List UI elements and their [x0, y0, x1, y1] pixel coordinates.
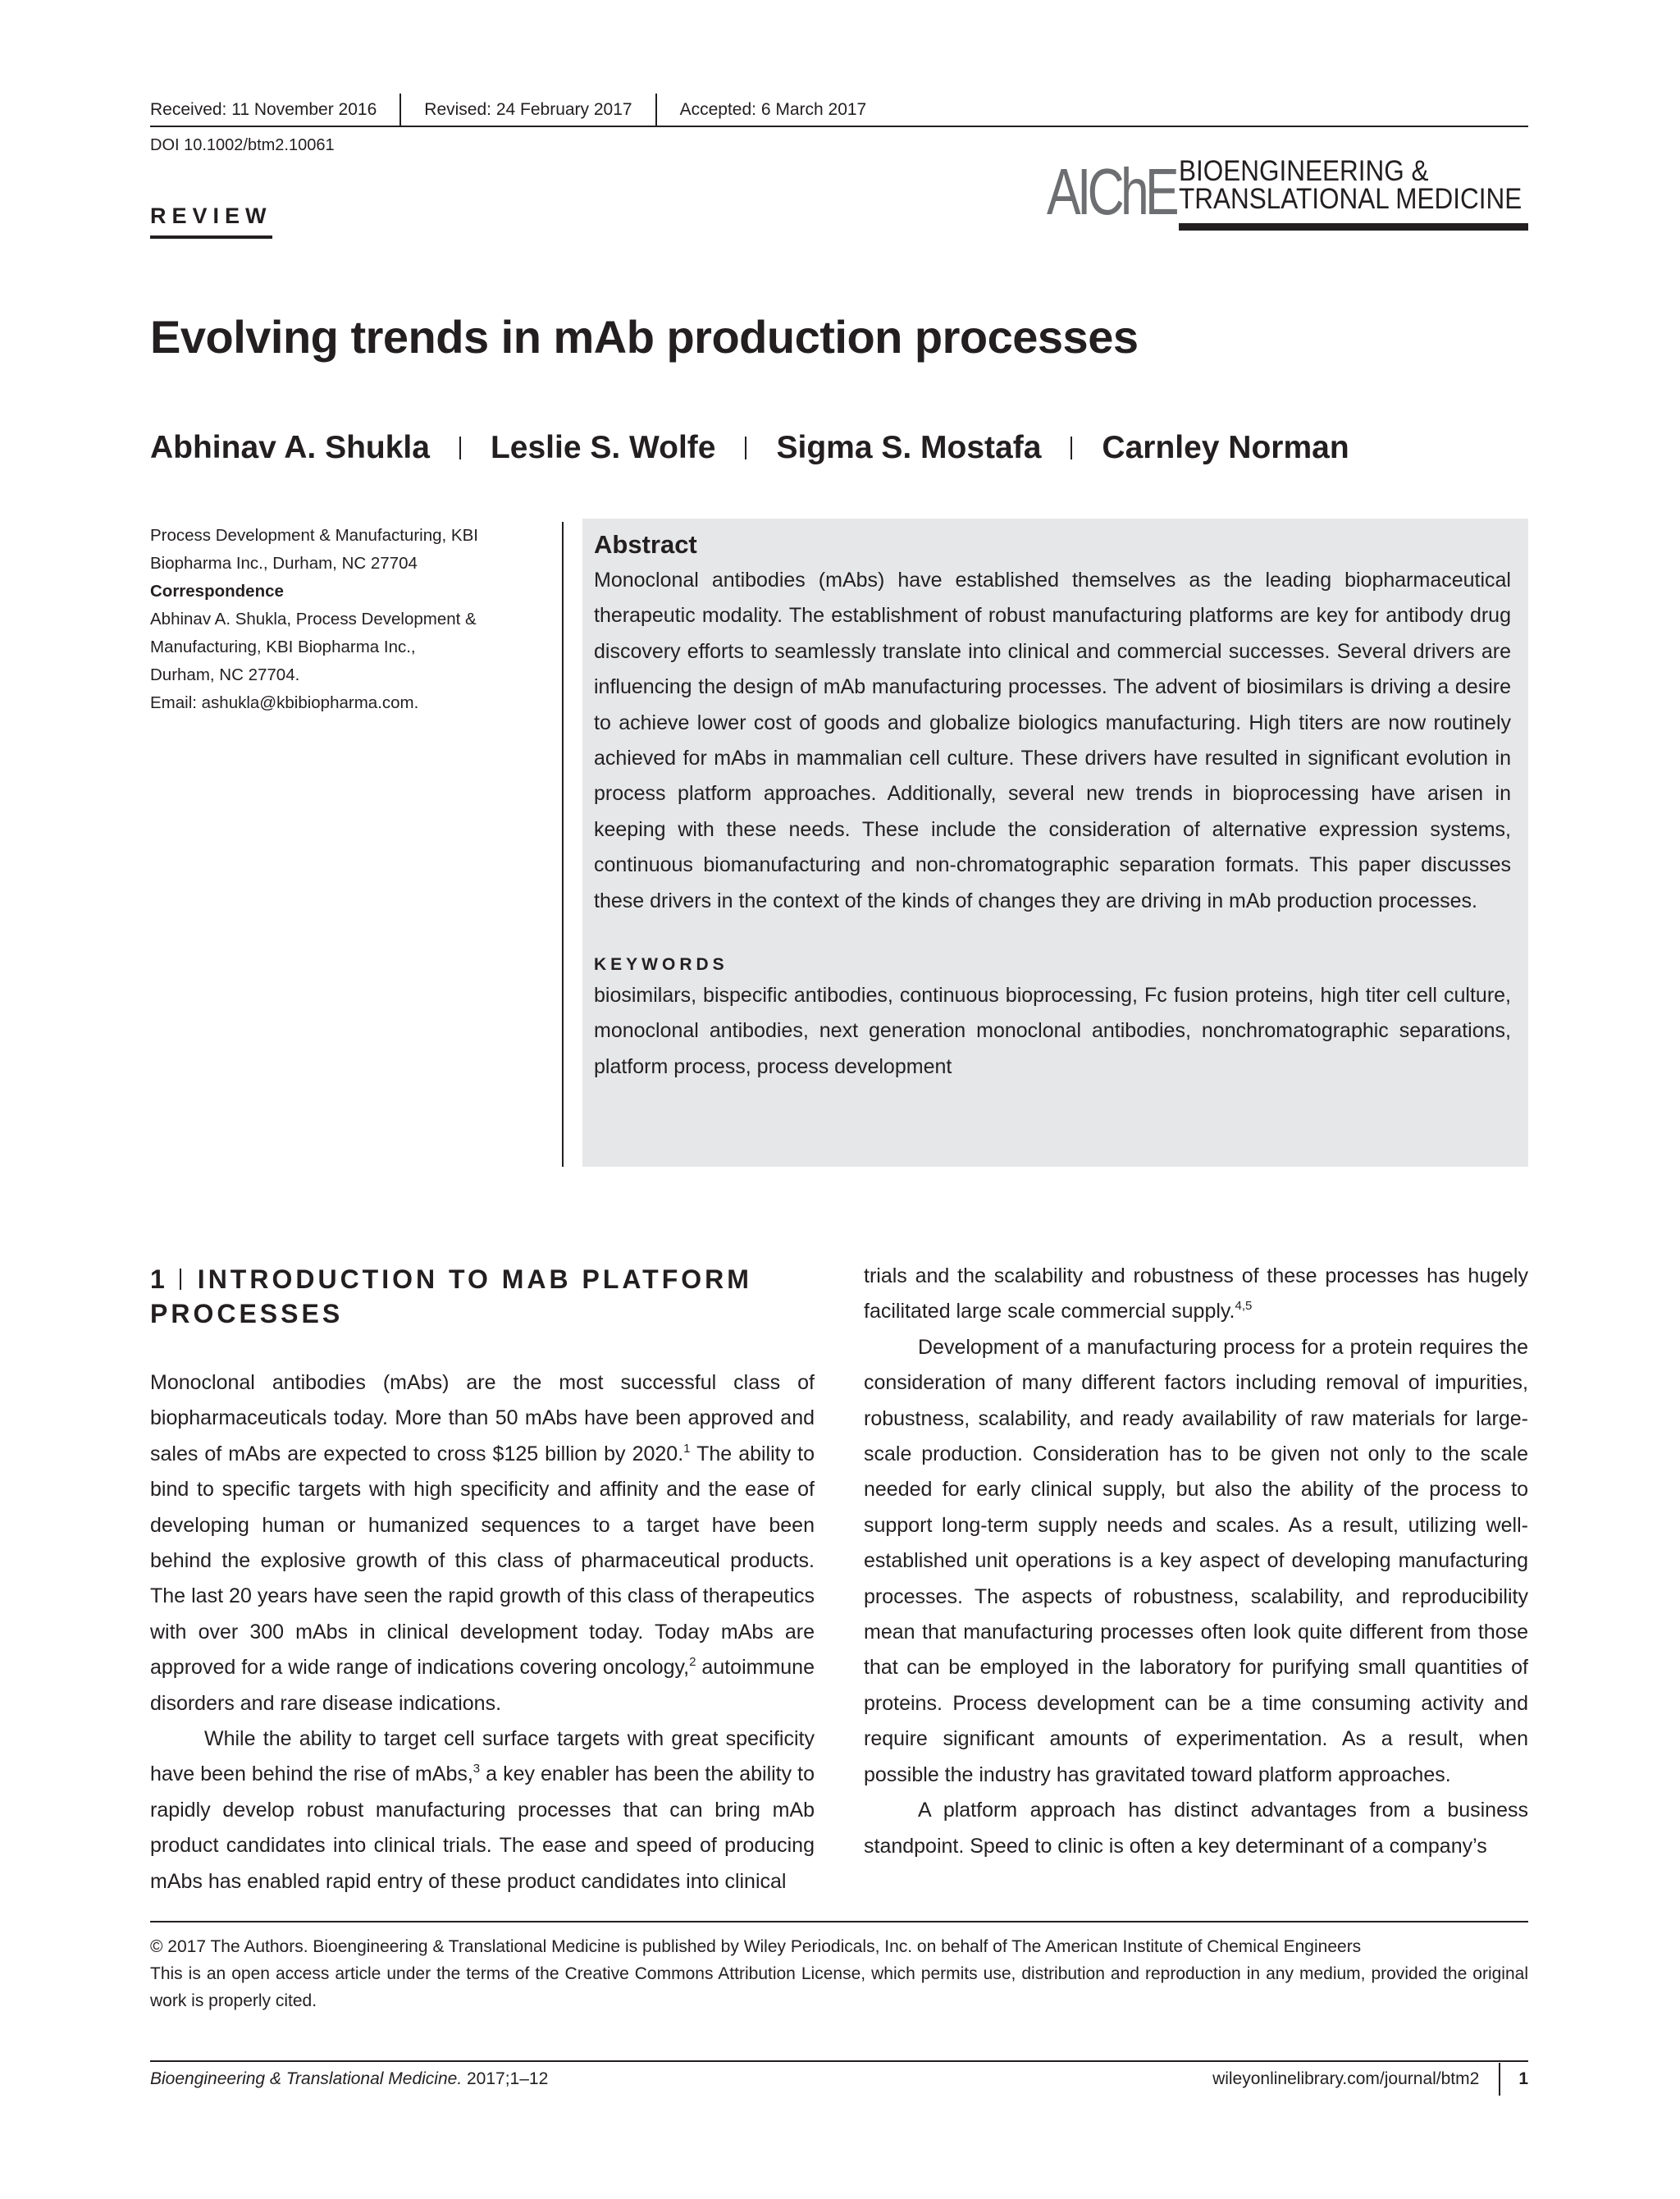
correspondence-email[interactable]: Email: ashukla@kbibiopharma.com.: [150, 693, 419, 712]
author: Leslie S. Wolfe: [490, 430, 716, 465]
footer-rule: [150, 1921, 1528, 1922]
journal-url[interactable]: wileyonlinelibrary.com/journal/btm2: [1212, 2069, 1480, 2088]
paragraph: A platform approach has distinct advantages from a business standpoint. Speed to clinic is often a key determinant of a company’s: [864, 1799, 1528, 1858]
keywords-text: biosimilars, bispecific antibodies, continuous bioprocessing, Fc fusion proteins, high titer cell culture, monoclonal antibodies, next generation monoclonal antibodies, nonchromatographic separations, platform process, process development: [594, 984, 1511, 1078]
correspondence-line: Manufacturing, KBI Biopharma Inc.,: [150, 638, 416, 656]
divider: [1071, 437, 1072, 459]
author: Carnley Norman: [1102, 430, 1349, 465]
divider: [1499, 2063, 1500, 2096]
citation-link[interactable]: 3: [472, 1762, 481, 1776]
divider: [745, 437, 746, 459]
citation-year: 2017;1–12: [462, 2069, 549, 2088]
article-title: Evolving trends in mAb production processes: [150, 311, 1139, 363]
body-column-left: [150, 1365, 815, 1900]
section-heading: [150, 1262, 815, 1331]
abstract-text: Monoclonal antibodies (mAbs) have established themselves as the leading biopharmaceutical therapeutic modality. The establishment of robust manufacturing platforms are key for antibody drug discovery efforts to seamlessly translate into clinical and commercial successes. Several drivers are influencing the design of mAb manufacturing processes. The advent of biosimilars is driving a desire to achieve lower cost of goods and globalize biologics manufacturing. High titers are now routinely achieved for mAbs in mammalian cell culture. These drivers have resulted in significant evolution in process platform approaches. Additionally, several new trends in bioprocessing have arisen in keeping with these needs. These include the consideration of alternative expression systems, continuous biomanufacturing and non-chromatographic separation formats. This paper discusses these drivers in the context of the kinds of changes they are driving in mAb production processes.: [594, 569, 1511, 912]
divider: [180, 1269, 181, 1290]
journal-logo-bar: [1179, 223, 1528, 231]
journal-name-line1: BIOENGINEERING &: [1179, 155, 1429, 187]
license-text: This is an open access article under the terms of the Creative Commons Attribution License, which permits use, distribution and reproduction in any medium, provided the original work is properly cited.: [150, 1964, 1528, 2010]
copyright-text: © 2017 The Authors. Bioengineering & Translational Medicine is published by Wiley Periodicals, Inc. on behalf of The American Institute of Chemical Engineers: [150, 1937, 1362, 1956]
paragraph: Monoclonal antibodies (mAbs) are the most successful class of biopharmaceuticals today. More than 50 mAbs have been approved and sales of mAbs are expected to cross $125 billion by 2020.$^1$ The ability to bind to specific targets with high specificity and affinity and the ease of developing human or humanized sequences to a target have been behind the explosive growth of this class of pharmaceutical products. The last 20 years have seen the rapid growth of this class of therapeutics with over 300 mAbs in clinical development today. Today mAbs are approved for a wide range of indications covering oncology,$^2$ autoimmune disorders and rare disease indications.: [150, 1371, 815, 1715]
column-divider: [562, 522, 564, 1167]
affiliation-block: [150, 522, 536, 717]
doi: DOI 10.1002/btm2.10061: [150, 136, 335, 154]
divider: [399, 94, 401, 126]
received-date: Received: 11 November 2016: [150, 100, 377, 119]
journal-name: [1179, 155, 1522, 215]
journal-logo: [1047, 155, 1528, 233]
divider: [655, 94, 657, 126]
paragraph: trials and the scalability and robustness of these processes has hugely facilitated large scale commercial supply.$^{4,5}$: [864, 1264, 1528, 1324]
divider: [459, 437, 461, 459]
page-number: 1: [1518, 2069, 1528, 2088]
section-title: INTRODUCTION TO MAB PLATFORM PROCESSES: [150, 1264, 752, 1328]
author: Abhinav A. Shukla: [150, 430, 430, 465]
paragraph: While the ability to target cell surface targets with great specificity have been behind the rise of mAbs,$^3$ a key enabler has been the ability to rapidly develop robust manufacturing processes that can bring mAb product candidates into clinical trials. The ease and speed of producing mAbs has enabled rapid entry of these product candidates into clinical: [150, 1727, 815, 1893]
citation-link[interactable]: 1: [683, 1441, 691, 1456]
affiliation-line: Biopharma Inc., Durham, NC 27704: [150, 554, 418, 573]
author: Sigma S. Mostafa: [776, 430, 1042, 465]
abstract-box: [582, 519, 1528, 1167]
body-column-right: [864, 1259, 1528, 1864]
keywords-heading: KEYWORDS: [594, 955, 728, 975]
section-number: 1: [150, 1264, 165, 1294]
citation-link[interactable]: 4,5: [1235, 1299, 1253, 1314]
citation-journal: Bioengineering & Translational Medicine.: [150, 2069, 463, 2088]
footer-right: [1212, 2063, 1528, 2096]
header-rule: [150, 126, 1528, 127]
citation-link[interactable]: 2: [689, 1655, 696, 1670]
author-list: [150, 430, 1349, 466]
revised-date: Revised: 24 February 2017: [424, 100, 632, 119]
accepted-date: Accepted: 6 March 2017: [679, 100, 867, 119]
footer-rule: [150, 2060, 1528, 2062]
journal-name-line2: TRANSLATIONAL MEDICINE: [1179, 183, 1522, 215]
correspondence-line: Abhinav A. Shukla, Process Development &: [150, 610, 477, 629]
abstract-heading: Abstract: [594, 530, 697, 559]
article-dates: [150, 94, 1528, 126]
correspondence-line: Durham, NC 27704.: [150, 665, 300, 684]
affiliation-line: Process Development & Manufacturing, KBI: [150, 526, 478, 545]
license-notice: [150, 1933, 1528, 2014]
citation: [150, 2069, 548, 2089]
article-type: REVIEW: [150, 203, 272, 239]
correspondence-heading: Correspondence: [150, 582, 284, 601]
aiche-logo: AIChE: [1047, 155, 1176, 228]
paragraph: Development of a manufacturing process for a protein requires the consideration of many different factors including removal of impurities, robustness, scalability, and ready availability of raw materials for large-scale production. Consideration has to be given not only to the scale needed for early clinical supply, but also the ability of the process to support long-term supply needs and scales. As a result, utilizing well-established unit operations is a key aspect of developing manufacturing processes. The aspects of robustness, scalability, and reproducibility mean that manufacturing processes often look quite different from those that can be employed in the laboratory for purifying small quantities of proteins. Process development can be a time consuming activity and require significant amounts of experimentation. As a result, when possible the industry has gravitated toward platform approaches.: [864, 1335, 1528, 1786]
